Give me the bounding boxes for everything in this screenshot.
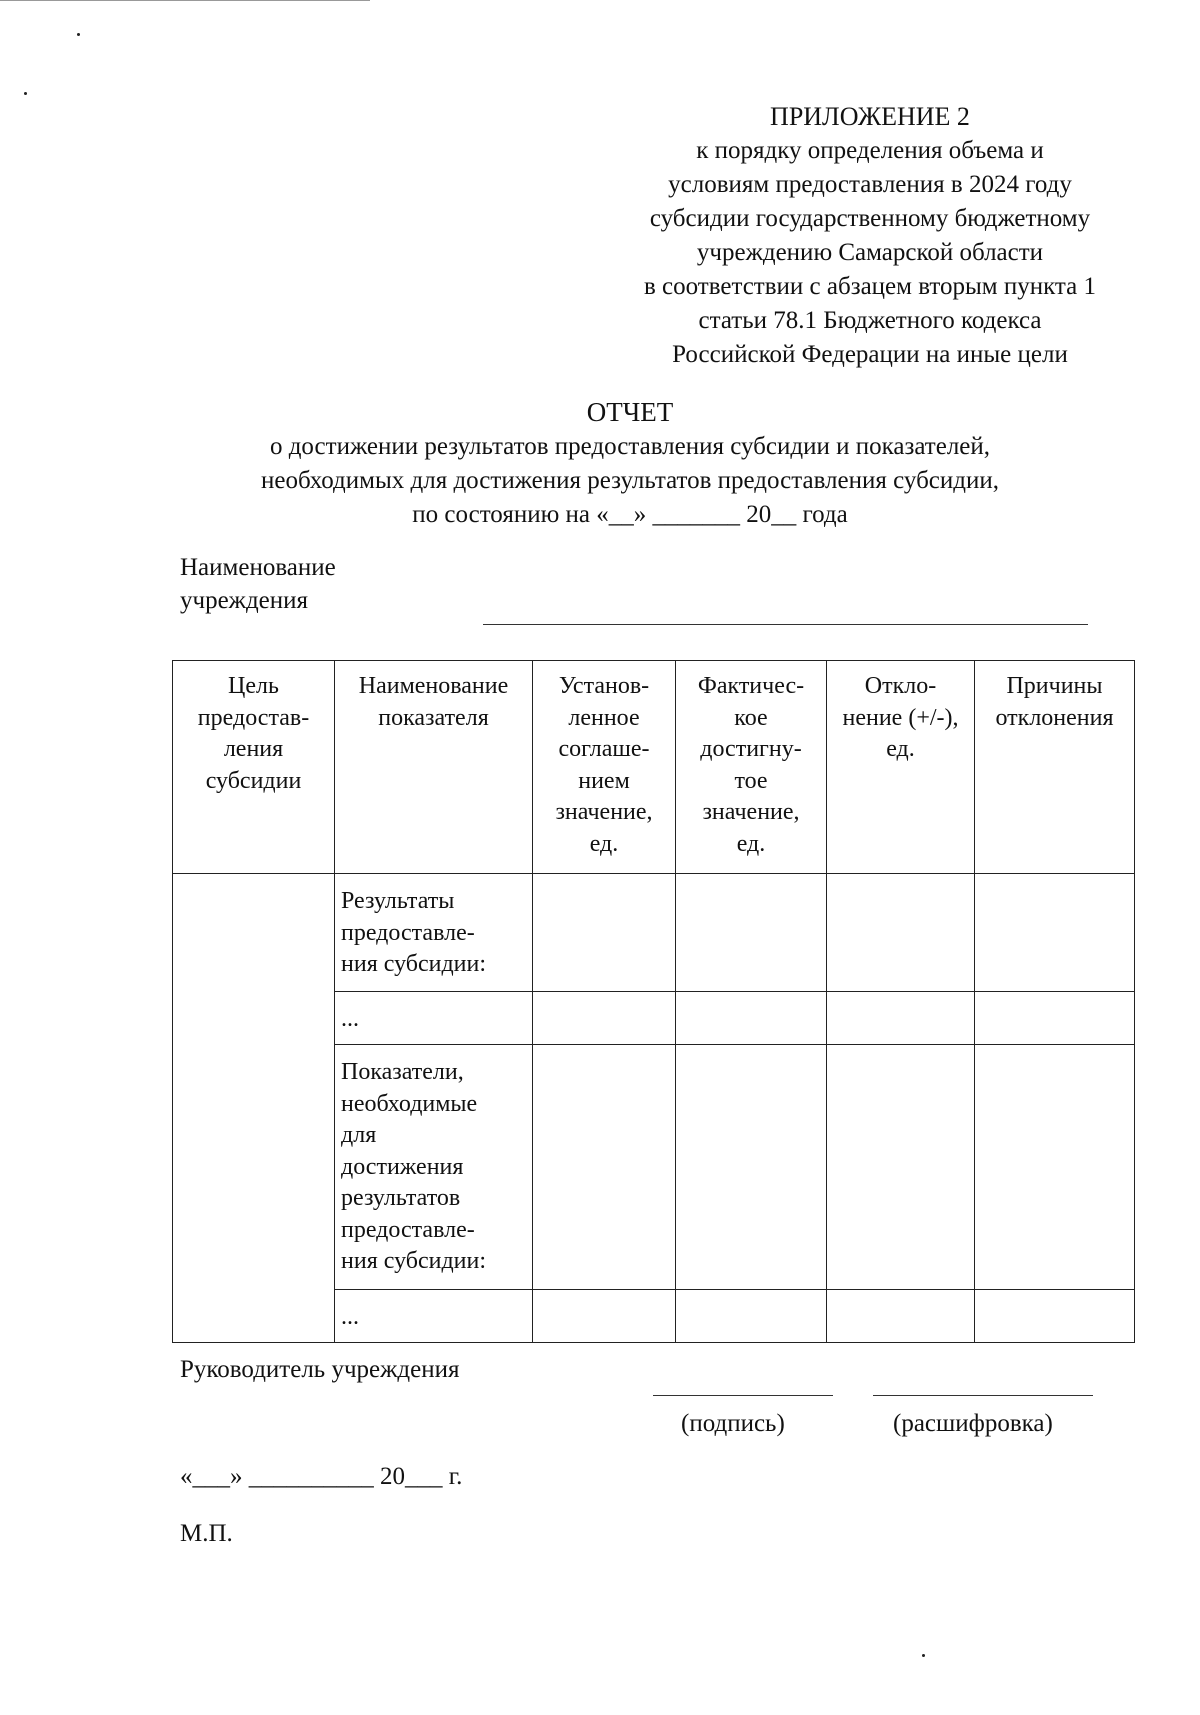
- header-deviation: Откло- нение (+/-), ед.: [827, 661, 975, 874]
- annex-line: условиям предоставления в 2024 году: [668, 171, 1072, 198]
- annex-line: субсидии государственному бюджетному: [649, 205, 1091, 232]
- report-title: ОТЧЕТ: [586, 397, 674, 427]
- institution-label-line: Наименование: [180, 554, 336, 581]
- indicator-cell: Результаты предоставле- ния субсидии:: [335, 874, 533, 992]
- reasons-cell[interactable]: [975, 992, 1135, 1045]
- institution-label: [180, 551, 336, 617]
- actual-value-cell[interactable]: [676, 1290, 827, 1343]
- reasons-cell[interactable]: [975, 874, 1135, 992]
- annex-line: статьи 78.1 Бюджетного кодекса: [698, 307, 1042, 334]
- agreed-value-cell[interactable]: [533, 1290, 676, 1343]
- reasons-cell[interactable]: [975, 1290, 1135, 1343]
- stamp-place-label: М.П.: [180, 1520, 233, 1547]
- report-subtitle-line: необходимых для достижения результатов предоставления субсидии,: [260, 467, 999, 494]
- signature-caption: (подпись): [681, 1410, 785, 1437]
- report-subtitle-line: о достижении результатов предоставления субсидии и показателей,: [269, 433, 991, 460]
- institution-name-blank-line[interactable]: [483, 624, 1088, 625]
- annex-title: ПРИЛОЖЕНИЕ 2: [770, 102, 970, 131]
- scan-speck: [77, 33, 80, 36]
- actual-value-cell[interactable]: [676, 992, 827, 1045]
- agreed-value-cell[interactable]: [533, 874, 676, 992]
- agreed-value-cell[interactable]: [533, 992, 676, 1045]
- agreed-value-cell[interactable]: [533, 1045, 676, 1290]
- indicator-cell: Показатели, необходимые для достижения результатов предоставле- ния субсидии:: [335, 1045, 533, 1290]
- decode-caption: (расшифровка): [893, 1410, 1053, 1437]
- reasons-cell[interactable]: [975, 1045, 1135, 1290]
- table-row: [173, 874, 1135, 992]
- annex-line: Российской Федерации на иные цели: [672, 341, 1068, 368]
- report-date-line: по состоянию на «__» _______ 20__ года: [412, 501, 848, 528]
- deviation-cell[interactable]: [827, 874, 975, 992]
- header-agreed-value: Установ- ленное соглаше- нием значение, ед.: [533, 661, 676, 874]
- deviation-cell[interactable]: [827, 992, 975, 1045]
- indicator-cell: ...: [335, 1290, 533, 1343]
- annex-line: в соответствии с абзацем вторым пункта 1: [643, 273, 1097, 300]
- name-decode-blank-line[interactable]: [873, 1395, 1093, 1396]
- annex-line: учреждению Самарской области: [696, 239, 1044, 266]
- signature-blank-line[interactable]: [653, 1395, 833, 1396]
- scan-top-rule: [0, 0, 370, 1]
- actual-value-cell[interactable]: [676, 874, 827, 992]
- signing-date-line: «___» __________ 20___ г.: [180, 1463, 463, 1490]
- header-actual-value: Фактичес- кое достигну- тое значение, ед.: [676, 661, 827, 874]
- deviation-cell[interactable]: [827, 1045, 975, 1290]
- deviation-cell[interactable]: [827, 1290, 975, 1343]
- header-subsidy-goal: Цель предостав- ления субсидии: [173, 661, 335, 874]
- institution-label-line: учреждения: [180, 587, 309, 614]
- scan-speck: [922, 1654, 925, 1657]
- header-indicator-name: Наименование показателя: [335, 661, 533, 874]
- table-header-row: [173, 661, 1135, 874]
- indicator-cell: ...: [335, 992, 533, 1045]
- scan-speck: [24, 92, 27, 95]
- head-of-institution-label: Руководитель учреждения: [180, 1356, 460, 1383]
- annex-line: к порядку определения объема и: [696, 137, 1044, 164]
- header-deviation-reasons: Причины отклонения: [975, 661, 1135, 874]
- annex-block: [610, 100, 1130, 372]
- actual-value-cell[interactable]: [676, 1045, 827, 1290]
- report-table: [172, 660, 1135, 1343]
- report-subtitle: [170, 430, 1090, 532]
- subsidy-goal-cell[interactable]: [173, 874, 335, 1343]
